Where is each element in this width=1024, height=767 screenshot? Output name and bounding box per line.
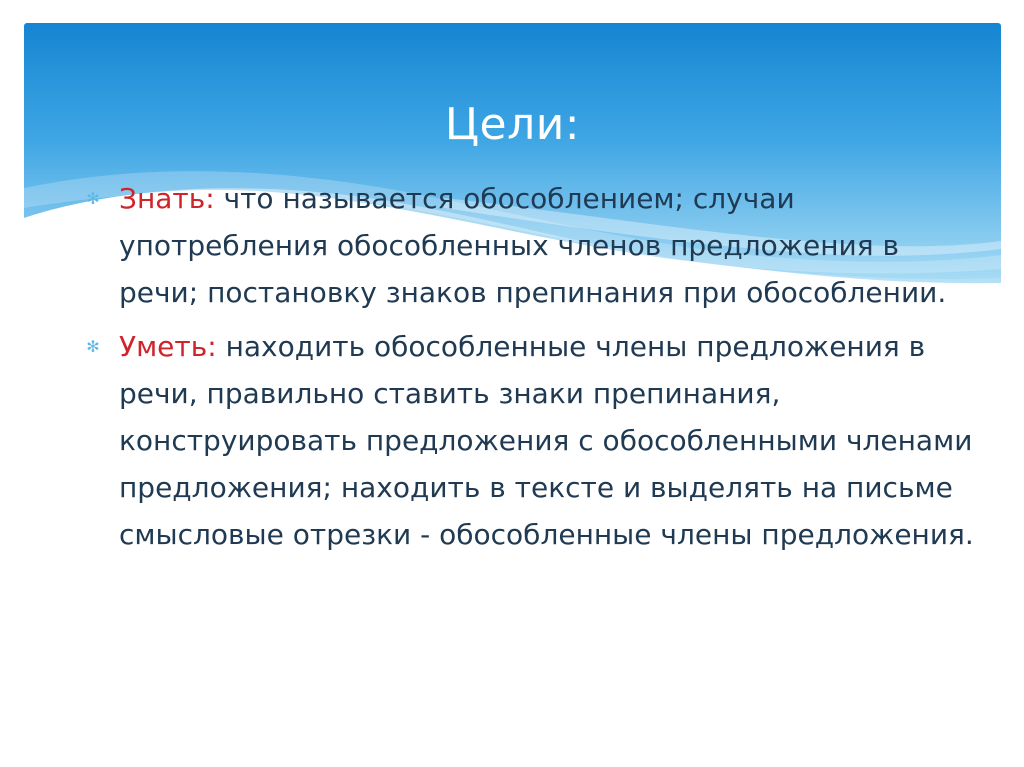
list-item	[86, 323, 976, 558]
item-keyword: Уметь:	[119, 330, 217, 363]
item-keyword: Знать:	[119, 182, 215, 215]
item-text: что называется обособлением; случаи употребления обособленных членов предложения в речи; постановку знаков препинания при обособлении.	[119, 182, 947, 309]
item-text: находить обособленные члены предложения в речи, правильно ставить знаки препинания, конструировать предложения с обособленными членами предложения; находить в тексте и выделять на письме смысловые отрезки - обособленные члены предложения.	[119, 330, 974, 551]
slide	[24, 23, 1001, 755]
asterisk-bullet-icon: ✻	[86, 337, 100, 356]
slide-title: Цели:	[444, 99, 581, 150]
list-item	[86, 175, 976, 316]
goals-list	[86, 175, 976, 565]
asterisk-bullet-icon: ✻	[86, 189, 100, 208]
